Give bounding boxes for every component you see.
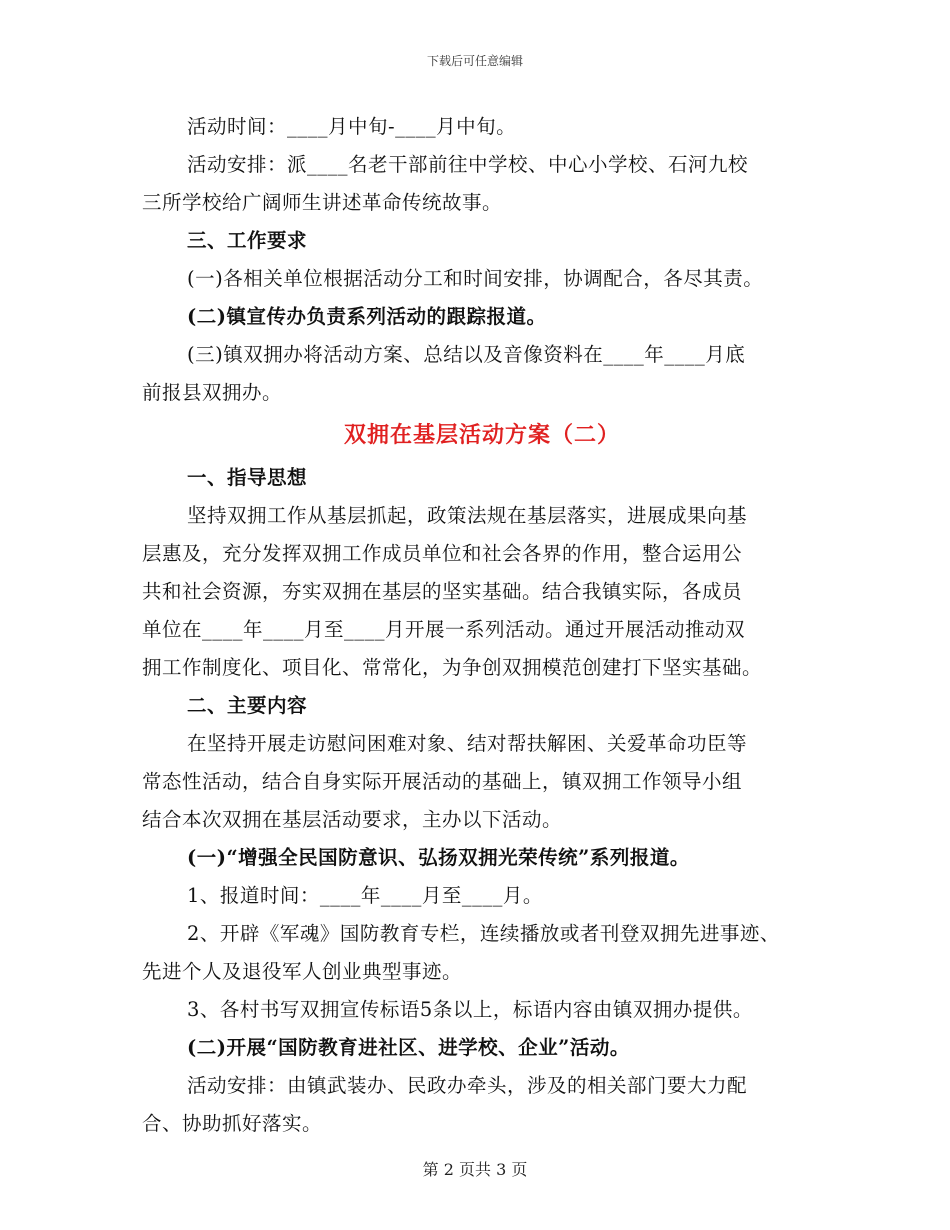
section-heading: 三、工作要求	[187, 229, 308, 252]
section-heading: 二、主要内容	[187, 694, 308, 717]
text-line: 坚持双拥工作从基层抓起，政策法规在基层落实，进展成果向基	[187, 504, 748, 527]
text-line: 三所学校给广阔师生讲述革命传统故事。	[142, 191, 503, 214]
document-body	[142, 108, 822, 1143]
text-line: 层惠及，充分发挥双拥工作成员单位和社会各界的作用，整合运用公	[142, 542, 743, 565]
section-heading: 一、指导思想	[187, 466, 308, 489]
text-line: 先进个人及退役军人创业典型事迹。	[142, 960, 463, 983]
text-line: 1、报道时间：____年____月至____月。	[187, 884, 543, 907]
text-line: 活动时间：____月中旬-____月中旬。	[187, 115, 517, 138]
page-header: 下载后可任意编辑	[426, 54, 523, 68]
text-line: (一)各相关单位根据活动分工和时间安排，协调配合，各尽其责。	[187, 267, 764, 290]
text-line: 活动安排：派____名老干部前往中学校、中心小学校、石河九校	[187, 153, 749, 176]
text-line: 3、各村书写双拥宣传标语5条以上，标语内容由镇双拥办提供。	[187, 998, 753, 1021]
text-line: (三)镇双拥办将活动方案、总结以及音像资料在____年____月底	[187, 343, 746, 366]
text-line: 前报县双拥办。	[142, 381, 283, 404]
text-line: 结合本次双拥在基层活动要求，主办以下活动。	[142, 808, 563, 831]
text-line: 合、协助抓好落实。	[142, 1112, 323, 1135]
text-line: 共和社会资源，夯实双拥在基层的坚实基础。结合我镇实际，各成员	[142, 580, 743, 603]
text-line: 活动安排：由镇武装办、民政办牵头，涉及的相关部门要大力配	[187, 1074, 748, 1097]
text-line: 在坚持开展走访慰问困难对象、结对帮扶解困、关爱革命功臣等	[187, 732, 748, 755]
document-title: 双拥在基层活动方案（二）	[343, 422, 620, 448]
text-line: 拥工作制度化、项目化、常常化，为争创双拥模范创建打下坚实基础。	[142, 656, 763, 679]
text-line: 单位在____年____月至____月开展一系列活动。通过开展活动推动双	[142, 618, 746, 641]
subsection-heading: (二)镇宣传办负责系列活动的跟踪报道。	[187, 305, 547, 328]
text-line: 常态性活动，结合自身实际开展活动的基础上，镇双拥工作领导小组	[142, 770, 743, 793]
subsection-heading: (二)开展“国防教育进社区、进学校、企业”活动。	[187, 1036, 630, 1059]
page-footer: 第 2 页共 3 页	[422, 1160, 528, 1179]
text-line: 2、开辟《军魂》国防教育专栏，连续播放或者刊登双拥先进事迹、	[187, 922, 780, 945]
subsection-heading: (一)“增强全民国防意识、弘扬双拥光荣传统”系列报道。	[187, 846, 690, 869]
